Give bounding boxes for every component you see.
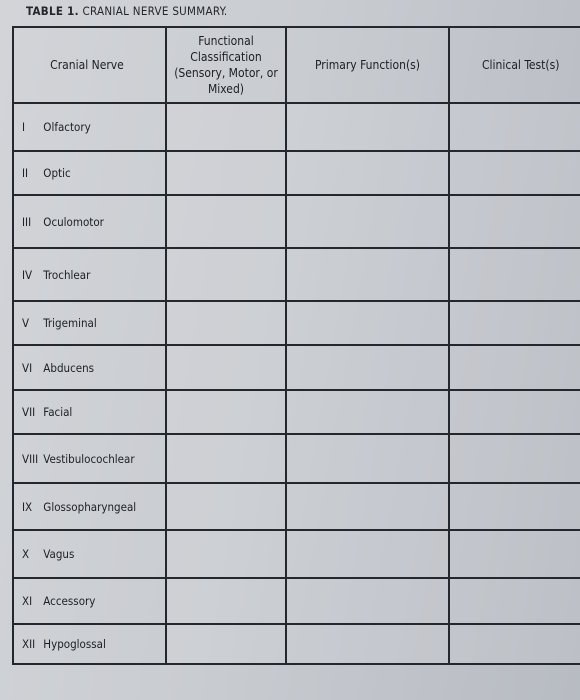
nerve-name: Glossopharyngeal	[43, 499, 137, 514]
classification-cell[interactable]	[166, 530, 286, 578]
clinical-test-cell[interactable]	[449, 578, 580, 624]
cranial-nerve-cell	[13, 390, 166, 434]
table-title	[26, 4, 228, 18]
nerve-name: Oculomotor	[43, 214, 104, 229]
nerve-name: Optic	[43, 166, 71, 180]
nerve-number: V	[22, 316, 30, 330]
nerve-number: I	[22, 120, 26, 134]
cranial-nerve-cell	[13, 578, 166, 624]
classification-cell[interactable]	[166, 624, 286, 664]
clinical-test-cell[interactable]	[449, 624, 580, 664]
table-row	[13, 390, 580, 434]
nerve-number: IX	[22, 499, 33, 514]
cranial-nerve-cell	[13, 624, 166, 664]
classification-cell[interactable]	[166, 195, 286, 248]
table-row	[13, 530, 580, 578]
primary-function-cell[interactable]	[286, 248, 449, 301]
primary-function-cell[interactable]	[286, 103, 449, 151]
cranial-nerve-cell	[13, 103, 166, 151]
clinical-test-cell[interactable]	[449, 151, 580, 195]
primary-function-cell[interactable]	[286, 530, 449, 578]
table-row	[13, 483, 580, 530]
cranial-nerve-cell	[13, 530, 166, 578]
table-row	[13, 624, 580, 664]
nerve-name: Vestibulocochlear	[43, 451, 135, 466]
cranial-nerve-cell	[13, 345, 166, 390]
classification-cell[interactable]	[166, 248, 286, 301]
primary-function-cell[interactable]	[286, 434, 449, 483]
table-body	[13, 103, 580, 664]
clinical-test-cell[interactable]	[449, 248, 580, 301]
table-caption: CRANIAL NERVE SUMMARY.	[82, 4, 228, 18]
table-row	[13, 103, 580, 151]
classification-cell[interactable]	[166, 345, 286, 390]
classification-cell[interactable]	[166, 578, 286, 624]
nerve-name: Trochlear	[43, 267, 91, 282]
nerve-number: III	[22, 214, 32, 229]
nerve-number: XI	[22, 594, 33, 608]
nerve-number: VII	[22, 405, 36, 419]
nerve-name: Abducens	[43, 360, 95, 375]
table-row	[13, 434, 580, 483]
primary-function-cell[interactable]	[286, 301, 449, 345]
nerve-name: Trigeminal	[43, 316, 97, 330]
nerve-number: X	[22, 547, 30, 561]
cranial-nerve-cell	[13, 483, 166, 530]
classification-cell[interactable]	[166, 483, 286, 530]
table-row	[13, 248, 580, 301]
nerve-name: Hypoglossal	[43, 637, 106, 651]
primary-function-cell[interactable]	[286, 390, 449, 434]
clinical-test-cell[interactable]	[449, 530, 580, 578]
classification-cell[interactable]	[166, 390, 286, 434]
nerve-name: Olfactory	[43, 120, 91, 134]
table-number: TABLE 1.	[26, 4, 79, 18]
cranial-nerve-cell	[13, 195, 166, 248]
nerve-number: VIII	[22, 451, 39, 466]
header-cranial-nerve: Cranial Nerve	[13, 27, 166, 103]
classification-cell[interactable]	[166, 151, 286, 195]
nerve-name: Facial	[43, 405, 73, 419]
header-functional-classification: Functional Classification (Sensory, Motor, or Mixed)	[166, 27, 286, 103]
table-row	[13, 345, 580, 390]
clinical-test-cell[interactable]	[449, 483, 580, 530]
clinical-test-cell[interactable]	[449, 301, 580, 345]
cranial-nerve-cell	[13, 151, 166, 195]
primary-function-cell[interactable]	[286, 483, 449, 530]
primary-function-cell[interactable]	[286, 195, 449, 248]
nerve-number: IV	[22, 267, 33, 282]
cranial-nerve-cell	[13, 301, 166, 345]
table-row	[13, 578, 580, 624]
nerve-name: Accessory	[43, 594, 96, 608]
clinical-test-cell[interactable]	[449, 345, 580, 390]
clinical-test-cell[interactable]	[449, 103, 580, 151]
header-row	[13, 27, 580, 103]
table-row	[13, 195, 580, 248]
nerve-number: XII	[22, 637, 36, 651]
primary-function-cell[interactable]	[286, 151, 449, 195]
nerve-number: VI	[22, 360, 33, 375]
header-primary-function: Primary Function(s)	[286, 27, 449, 103]
classification-cell[interactable]	[166, 301, 286, 345]
clinical-test-cell[interactable]	[449, 195, 580, 248]
clinical-test-cell[interactable]	[449, 390, 580, 434]
primary-function-cell[interactable]	[286, 624, 449, 664]
primary-function-cell[interactable]	[286, 345, 449, 390]
nerve-number: II	[22, 166, 29, 180]
nerve-name: Vagus	[43, 547, 75, 561]
cranial-nerve-cell	[13, 434, 166, 483]
classification-cell[interactable]	[166, 103, 286, 151]
header-clinical-tests: Clinical Test(s)	[449, 27, 580, 103]
clinical-test-cell[interactable]	[449, 434, 580, 483]
cranial-nerve-cell	[13, 248, 166, 301]
classification-cell[interactable]	[166, 434, 286, 483]
table-row	[13, 151, 580, 195]
cranial-nerve-table	[12, 26, 580, 665]
primary-function-cell[interactable]	[286, 578, 449, 624]
table-row	[13, 301, 580, 345]
